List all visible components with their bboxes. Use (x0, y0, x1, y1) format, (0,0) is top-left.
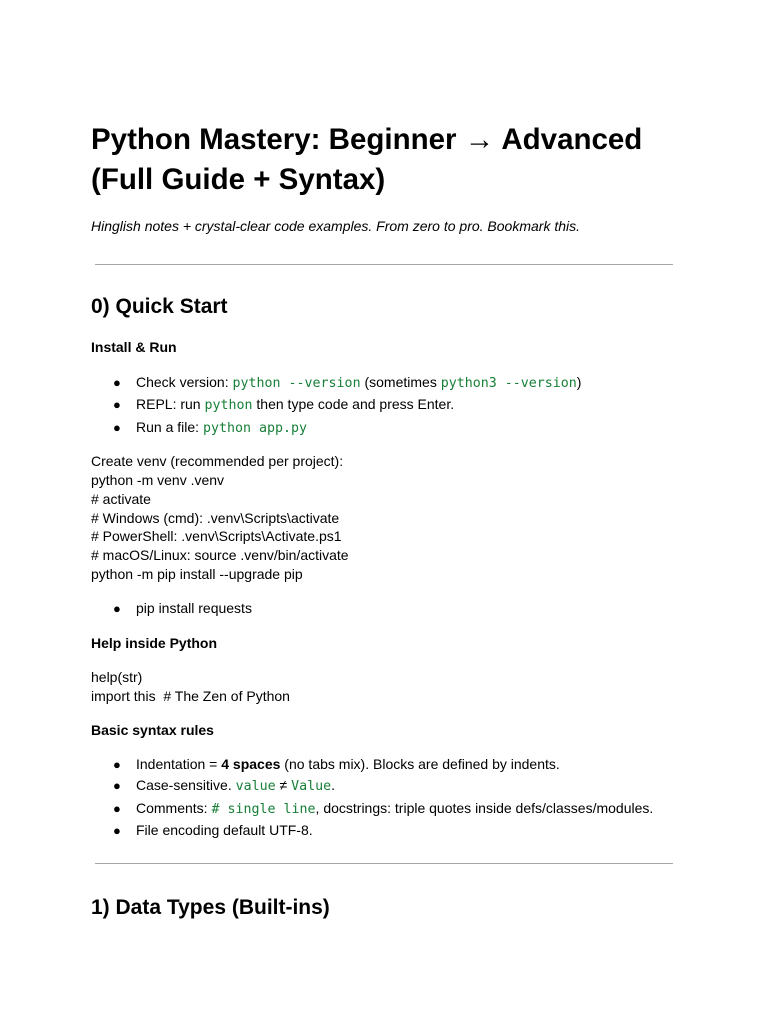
bullet-icon: ● (113, 757, 121, 772)
help-line: help(str) (91, 669, 143, 685)
bold-text: 4 spaces (221, 756, 281, 772)
venv-line: # PowerShell: .venv\Scripts\Activate.ps1 (91, 528, 342, 544)
list-item: ● Case-sensitive. value ≠ Value. (91, 775, 653, 797)
inline-code: # single line (211, 801, 316, 817)
venv-line: python -m venv .venv (91, 472, 225, 488)
list-item: ● REPL: run python then type code and press Enter. (91, 394, 581, 416)
bullet-icon: ● (113, 375, 121, 390)
venv-line: # Windows (cmd): .venv\Scripts\activate (91, 510, 340, 526)
inline-code: Value (291, 779, 332, 795)
list-item: ● Comments: # single line, docstrings: triple quotes inside defs/classes/modules. (91, 798, 653, 820)
venv-line: python -m pip install --upgrade pip (91, 566, 303, 582)
list-item: ● File encoding default UTF-8. (91, 820, 653, 841)
venv-line: # activate (91, 491, 151, 507)
bullet-icon: ● (113, 601, 121, 616)
inline-code: python app.py (202, 420, 308, 436)
divider (95, 863, 673, 864)
bullet-icon: ● (113, 778, 121, 794)
venv-line: # macOS/Linux: source .venv/bin/activate (91, 547, 349, 563)
bullet-icon: ● (113, 397, 121, 413)
syntax-bullet-list (91, 754, 653, 841)
inline-code: python (204, 398, 253, 414)
list-item: ● Check version: python --version (sometimes python3 --version) (91, 372, 581, 394)
bullet-icon: ● (113, 800, 121, 816)
list-item: ● pip install requests (91, 598, 252, 619)
install-bullet-list (91, 372, 581, 439)
bullet-icon: ● (113, 419, 121, 435)
pip-bullet-list (91, 598, 252, 619)
section-heading-quick-start: 0) Quick Start (91, 295, 228, 318)
subheading-install-run: Install & Run (91, 339, 177, 355)
inline-code: value (235, 779, 276, 795)
section-heading-data-types: 1) Data Types (Built-ins) (91, 896, 330, 919)
list-item: ● Indentation = 4 spaces (no tabs mix). Blocks are defined by indents. (91, 754, 653, 775)
inline-code: python3 --version (440, 376, 577, 391)
divider (95, 264, 673, 265)
bullet-icon: ● (113, 822, 121, 838)
page-title: Python Mastery: Beginner → Advanced (Full Guide + Syntax) (91, 123, 643, 196)
page-subtitle: Hinglish notes + crystal-clear code examples. From zero to pro. Bookmark this. (91, 218, 581, 234)
subheading-help: Help inside Python (91, 635, 218, 651)
subheading-syntax-rules: Basic syntax rules (91, 722, 214, 738)
list-item: ● Run a file: python app.py (91, 417, 581, 439)
venv-line: Create venv (recommended per project): (91, 453, 344, 469)
inline-code: python --version (232, 376, 361, 391)
help-line: import this # The Zen of Python (91, 688, 290, 704)
